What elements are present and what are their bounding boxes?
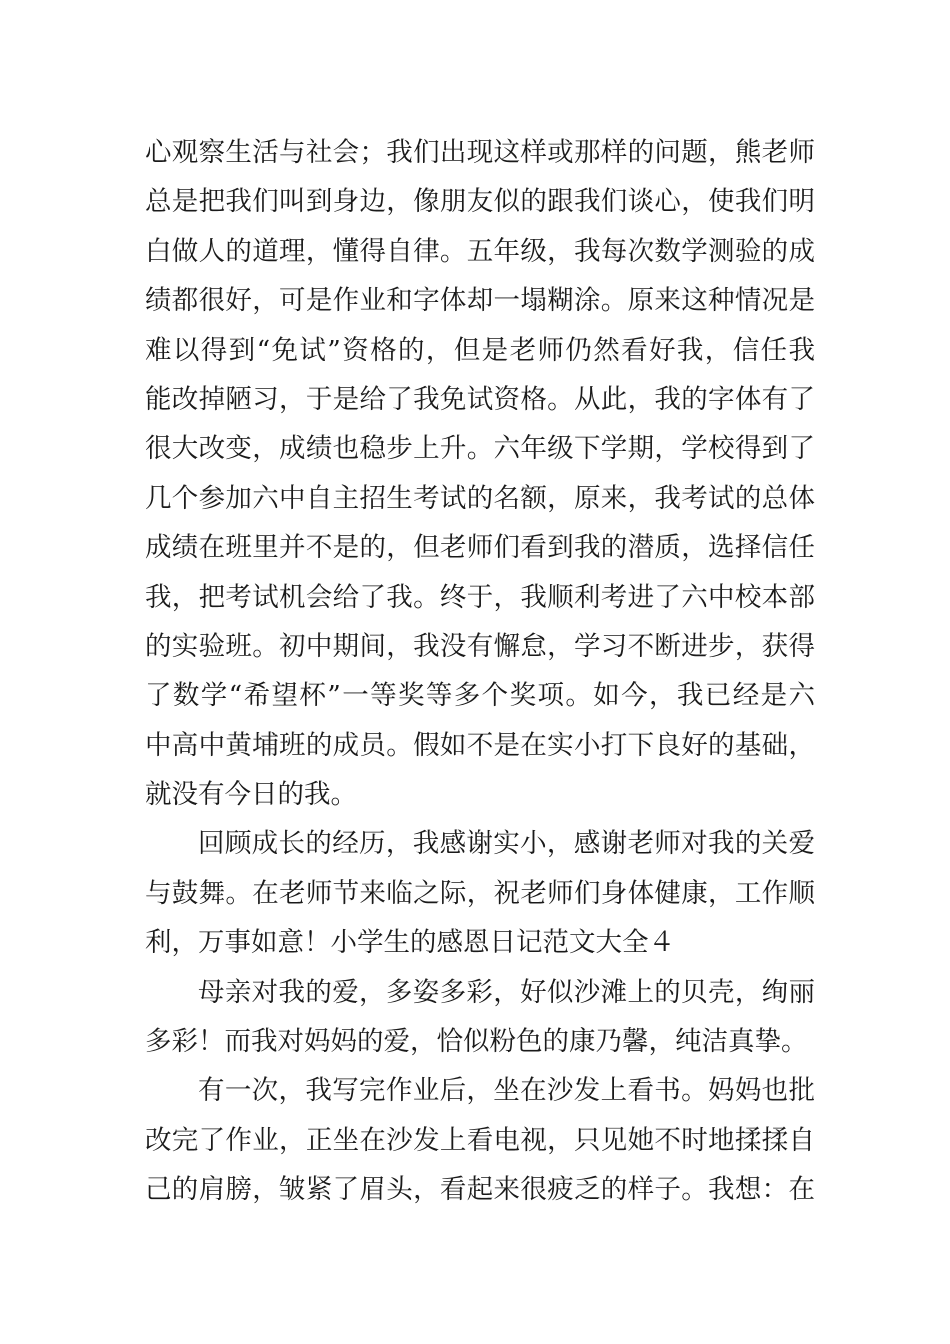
text-line: 总是把我们叫到身边，像朋友似的跟我们谈心，使我们明 (145, 186, 815, 218)
text-line: 几个参加六中自主招生考试的名额，原来，我考试的总体 (145, 482, 815, 514)
text-line: 母亲对我的爱，多姿多彩，好似沙滩上的贝壳，绚丽 (198, 976, 815, 1008)
text-line: 己的肩膀，皱紧了眉头，看起来很疲乏的样子。我想：在 (145, 1174, 815, 1206)
text-line: 中高中黄埔班的成员。假如不是在实小打下良好的基础， (145, 729, 815, 761)
text-line: 就没有今日的我。 (145, 779, 357, 811)
text-line: 我，把考试机会给了我。终于，我顺利考进了六中校本部 (145, 581, 815, 613)
text-line: 能改掉陋习，于是给了我免试资格。从此，我的字体有了 (145, 383, 815, 415)
text-line: 与鼓舞。在老师节来临之际，祝老师们身体健康，工作顺 (145, 877, 815, 909)
text-line: 有一次，我写完作业后，坐在沙发上看书。妈妈也批 (198, 1075, 815, 1107)
text-line: 改完了作业，正坐在沙发上看电视，只见她不时地揉揉自 (145, 1124, 815, 1156)
text-line: 利，万事如意！小学生的感恩日记范文大全４ (145, 927, 675, 959)
text-line: 难以得到“免试”资格的，但是老师仍然看好我，信任我 (145, 334, 815, 366)
text-line: 心观察生活与社会；我们出现这样或那样的问题，熊老师 (145, 137, 815, 168)
text-line: 很大改变，成绩也稳步上升。六年级下学期，学校得到了 (145, 433, 815, 465)
text-line: 绩都很好，可是作业和字体却一塌糊涂。原来这种情况是 (145, 285, 815, 317)
text-line: 回顾成长的经历，我感谢实小，感谢老师对我的关爱 (198, 828, 815, 860)
body-text (145, 128, 815, 1215)
text-line: 成绩在班里并不是的，但老师们看到我的潜质，选择信任 (145, 532, 815, 564)
text-line: 白做人的道理，懂得自律。五年级，我每次数学测验的成 (145, 235, 815, 267)
text-line: 多彩！而我对妈妈的爱，恰似粉色的康乃馨，纯洁真挚。 (145, 1026, 808, 1058)
text-line: 了数学“希望杯”一等奖等多个奖项。如今，我已经是六 (145, 680, 815, 712)
text-line: 的实验班。初中期间，我没有懈怠，学习不断进步，获得 (145, 630, 815, 662)
